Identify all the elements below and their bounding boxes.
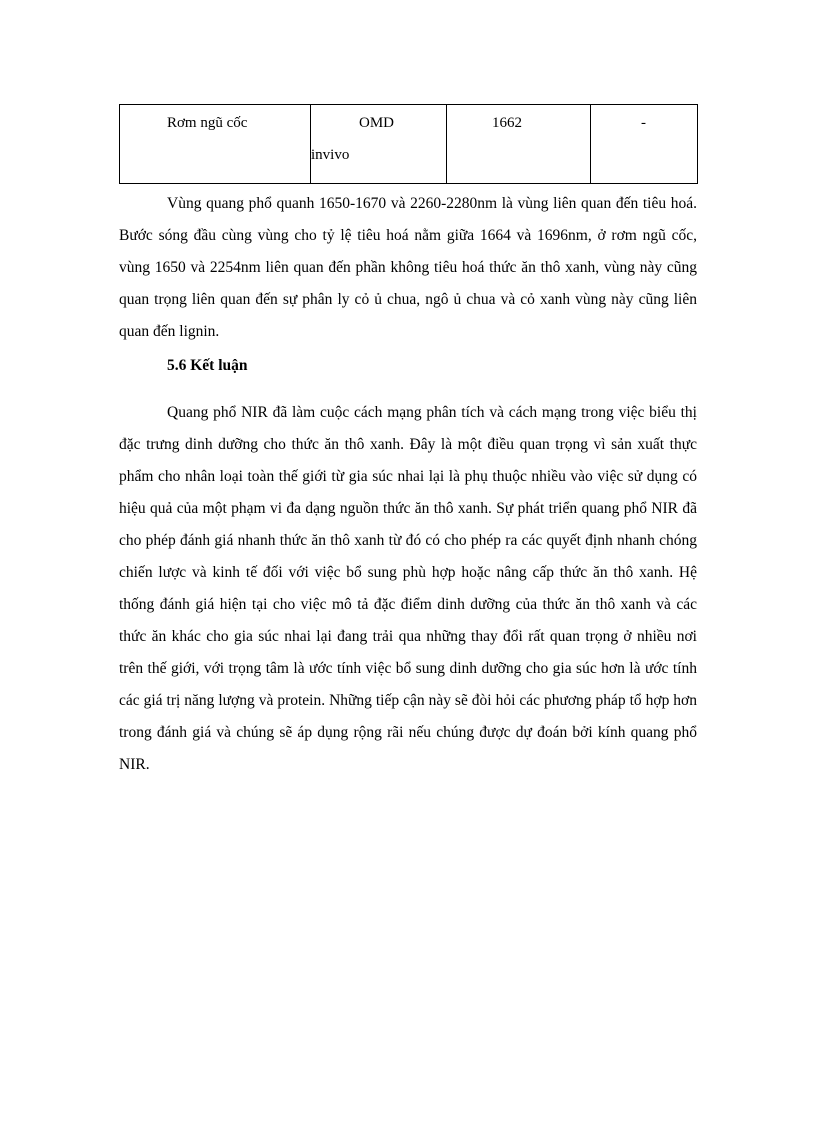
- value-cell: -: [641, 115, 646, 131]
- table-cell: [591, 105, 698, 184]
- paragraph-text: Vùng quang phổ quanh 1650-1670 và 2260-2280nm là vùng liên quan đến tiêu hoá. Bước sóng đầu cùng vùng cho tỷ lệ tiêu hoá nằm giữa 1664 và 1696nm, ở rơm ngũ cốc, vùng 1650 và 2254nm liên quan đến phần không tiêu hoá thức ăn thô xanh, vùng này cũng quan trọng liên quan đến sự phân ly cỏ ủ chua, ngô ủ chua và cỏ xanh vùng này cũng liên quan đến lignin.: [119, 195, 697, 340]
- table-cell: [120, 105, 311, 184]
- table-cell: [311, 105, 447, 184]
- paragraph-conclusion: [119, 397, 697, 781]
- section-heading: 5.6 Kết luận: [167, 357, 248, 374]
- material-cell: Rơm ngũ cốc: [167, 115, 248, 131]
- paragraph-text: Quang phổ NIR đã làm cuộc cách mạng phân tích và cách mạng trong việc biểu thị đặc trưng dinh dưỡng cho thức ăn thô xanh. Đây là một điều quan trọng vì sản xuất thực phẩm cho nhân loại toàn thế giới từ gia súc nhai lại là phụ thuộc nhiều vào việc sử dụng có hiệu quả của một phạm vi đa dạng nguồn thức ăn thô xanh. Sự phát triển quang phổ NIR đã cho phép đánh giá nhanh thức ăn thô xanh từ đó có cho phép ra các quyết định nhanh chóng chiến lược và kinh tế đối với việc bổ sung phù hợp hoặc nâng cấp thức ăn thô xanh. Hệ thống đánh giá hiện tại cho việc mô tả đặc điểm dinh dưỡng của thức ăn thô xanh và các thức ăn khác cho gia súc nhai lại đang trải qua những thay đổi rất quan trọng ở nhiều nơi trên thế giới, với trọng tâm là ước tính việc bổ sung dinh dưỡng cho gia súc hơn là ước tính các giá trị năng lượng và protein. Những tiếp cận này sẽ đòi hỏi các phương pháp tổ hợp hơn trong đánh giá và chúng sẽ áp dụng rộng rãi nếu chúng được dự đoán bởi kính quang phổ NIR.: [119, 404, 697, 773]
- wavelength-cell: 1662: [492, 115, 522, 131]
- method-cell-line2: invivo: [311, 147, 350, 163]
- table-cell: [447, 105, 591, 184]
- method-cell-line1: OMD: [359, 115, 395, 131]
- data-table: [119, 104, 698, 184]
- paragraph-digestibility: [119, 188, 697, 348]
- table-row: [120, 105, 698, 184]
